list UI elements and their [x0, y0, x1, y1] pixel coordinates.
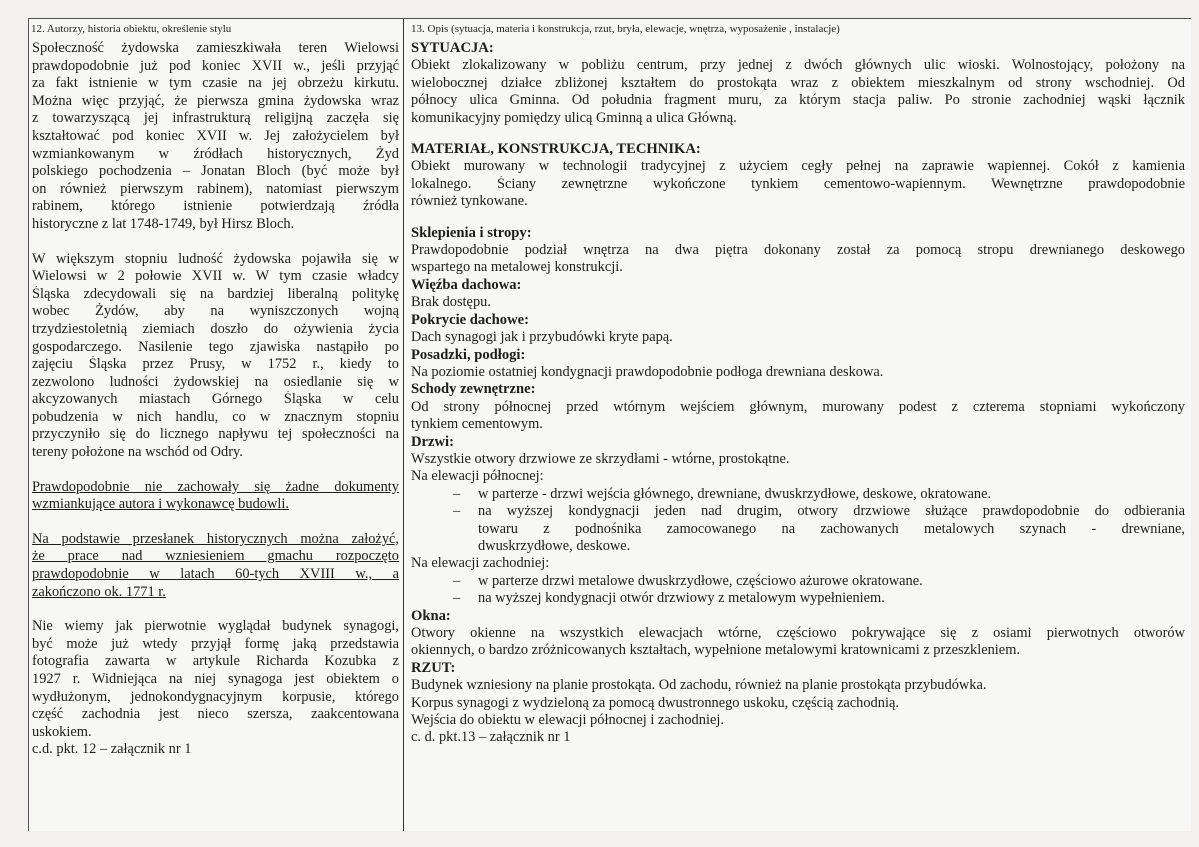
list-item	[411, 503, 1185, 555]
text-line: Od strony północnej przed wtórnym wejściem głównym, murowany podest z czterema stopniami wykończony	[411, 398, 1185, 415]
text-line: – w parterze - drzwi wejścia głównego, drewniane, dwuskrzydłowe, deskowe, okratowane.	[478, 485, 992, 502]
text-line: tynkiem cementowym.	[411, 416, 543, 433]
wiezba-text: Brak dostępu.	[411, 294, 491, 311]
text-line: wspartego na metalowej konstrukcji.	[411, 259, 623, 276]
drzwi-west-label: Na elewacji zachodniej:	[411, 555, 550, 572]
authors-note-paragraph	[32, 479, 399, 514]
section-12-continuation-note: c.d. pkt. 12 – załącznik nr 1	[32, 741, 192, 758]
list-item: – w parterze drzwi metalowe dwuskrzydłowe, częściowo ażurowe okratowane.	[411, 573, 1185, 590]
section-13-column	[405, 19, 1191, 831]
wiezba-heading: Więźba dachowa:	[411, 276, 522, 293]
text-line: zakończono ok. 1771 r.	[32, 583, 166, 600]
list-item	[411, 486, 1185, 503]
text-line: Wielowsi w 2 połowie XVII w. W tym czasie władcy	[32, 268, 399, 285]
text-line: Obiekt murowany w technologii tradycyjnej z użyciem cegły pełnej na zaprawie wapiennej. Cokół z kamienia	[411, 158, 1185, 175]
text-line: prawdopodobnie w latach 60-tych XVIII w., a	[32, 566, 399, 583]
text-line: tereny położone na wschód od Odry.	[32, 444, 243, 461]
sytuacja-heading: SYTUACJA:	[411, 40, 494, 56]
text-line: okiennych, o bardzo zróżnicowanych kształtach, wypełnione metalowymi kratownicami z przeszkleniem.	[411, 642, 1020, 659]
text-line: rabinem, którego istnienie potwierdzają źródła	[32, 198, 399, 215]
sklepienia-heading: Sklepienia i stropy:	[411, 224, 532, 241]
pokrycie-text: Dach synagogi jak i przybudówki kryte papą.	[411, 329, 673, 346]
text-line: wielobocznej działce zbliżonej kształtem do prostokąta wraz z obiektem mieszkalnym od strony wschodniej. Od	[411, 74, 1185, 91]
drzwi-heading: Drzwi:	[411, 433, 454, 450]
text-line: Można więc przyjąć, że pierwsza gmina żydowska wraz	[32, 92, 399, 109]
text-line: Śląska zdecydowali się na bardziej liberalną politykę	[32, 285, 399, 302]
text-line: akcyzowanych miastach Górnego Śląska w celu	[32, 391, 399, 408]
appearance-paragraph	[32, 618, 399, 741]
section-12-header: 12. Autorzy, historia obiektu, określenie stylu	[31, 23, 232, 35]
material-heading: MATERIAŁ, KONSTRUKCJA, TECHNIKA:	[411, 141, 701, 158]
text-line: wzmiankowanym w źródłach historycznych, Żyd	[32, 145, 399, 162]
text-line: polskiego pochodzenia – Jonatan Bloch (być może był	[32, 163, 399, 180]
text-line: że prace nad wzniesieniem gmachu rozpoczęto	[32, 548, 399, 565]
text-line: fotografia zawarta w artykule Richarda Kozubka z	[32, 653, 399, 670]
section-12-column	[29, 19, 404, 831]
text-line: za fakt istnienie w tym czasie na jej obrzeżu kirkutu.	[32, 75, 399, 92]
text-line: zajęciu Śląska przez Prusy, w 1752 r., kiedy to	[32, 356, 399, 373]
text-line: pobudzenia w nich handlu, co w znacznym stopniu	[32, 408, 399, 425]
text-line: towaru z podnośnika zamocowanego na zachowanych metalowych szynach - drewniane,	[478, 520, 1185, 537]
text-line: Otwory okienne na wszystkich elewacjach wtórne, częściowo pokrywające się z osiami pierwotnych otworów	[411, 625, 1185, 641]
section-13-continuation-note: c. d. pkt.13 – załącznik nr 1	[411, 729, 571, 746]
text-line: Obiekt zlokalizowany w pobliżu centrum, przy jednej z dwóch głównych ulic wioski. Wolnostojący, położony na	[411, 57, 1185, 74]
text-line: Społeczność żydowska zamieszkiwała teren Wielowsi	[32, 40, 399, 56]
text-line: Korpus synagogi z wydzieloną za pomocą dwustronnego uskoku, częścią zachodnią.	[411, 694, 899, 711]
construction-date-paragraph	[32, 531, 399, 601]
text-line: historyczne z lat 1748-1749, był Hirsz Bloch.	[32, 215, 295, 232]
history-paragraph-1	[32, 40, 399, 234]
text-line: być może już wtedy przyjął formę jaką przedstawia	[32, 635, 399, 652]
pokrycie-heading: Pokrycie dachowe:	[411, 311, 529, 328]
text-line: zezwolono ludności żydowskiej na osiedlanie się w	[32, 373, 399, 390]
list-item: – na wyższej kondygnacji otwór drzwiowy z metalowym wypełnieniem.	[411, 590, 1185, 607]
history-paragraph-2	[32, 251, 399, 462]
posadzki-heading: Posadzki, podłogi:	[411, 346, 526, 363]
text-line: przyczyniło się do licznego napływu tej społeczności na	[32, 426, 399, 443]
form-sheet	[28, 18, 1191, 831]
text-line: Nie wiemy jak pierwotnie wyglądał budynek synagogi,	[32, 618, 399, 635]
text-line: W większym stopniu ludność żydowska pojawiła się w	[32, 250, 399, 267]
text-line: trzydziestoletnią ziemiach doszło do ożywienia życia	[32, 320, 399, 337]
text-line: Prawdopodobnie podział wnętrza na dwa piętra dokonany został za pomocą stropu drewnianego deskowego	[411, 242, 1185, 259]
schody-text	[411, 399, 1185, 434]
drzwi-north-label: Na elewacji północnej:	[411, 468, 544, 485]
text-line: kształtować pod koniec XVII w. Jej założycielem był	[32, 127, 399, 144]
text-line: Na podstawie przesłanek historycznych można założyć,	[32, 530, 399, 547]
text-line: wobec Żydów, aby na wyniszczonych wojną	[32, 303, 399, 320]
text-line: również tynkowane.	[411, 193, 528, 210]
text-line: dwuskrzydłowe, deskowe.	[478, 537, 631, 554]
okna-heading: Okna:	[411, 607, 451, 624]
text-line: komunikacyjny pomiędzy ulicą Gminną a ulica Główną.	[411, 109, 737, 126]
rzut-text	[411, 677, 1185, 729]
posadzki-text: Na poziomie ostatniej kondygnacji prawdopodobnie podłoga drewniana deskowa.	[411, 363, 884, 380]
drzwi-west-list	[411, 573, 1185, 608]
text-line: gospodarczego. Nasilenie tego zjawiska nastąpiło po	[32, 338, 399, 355]
drzwi-text: Wszystkie otwory drzwiowe ze skrzydłami - wtórne, prostokątne.	[411, 450, 790, 467]
rzut-heading: RZUT:	[411, 659, 456, 676]
drzwi-north-list	[411, 486, 1185, 556]
text-line: część zachodnia jest nieco szersza, zaakcentowana	[32, 706, 399, 723]
okna-text	[411, 625, 1185, 660]
text-line: Prawdopodobnie nie zachowały się żadne dokumenty	[32, 478, 399, 495]
section-13-header: 13. Opis (sytuacja, materia i konstrukcja, rzut, bryła, elewacje, wnętrza, wyposażenie , instalacje)	[411, 23, 840, 35]
text-line: z towarzyszącą jej infrastrukturą religijną zaczęła się	[32, 110, 399, 127]
text-line: on również pierwszym rabinem), natomiast pierwszym	[32, 180, 399, 197]
schody-heading: Schody zewnętrzne:	[411, 381, 536, 398]
text-line: wydłużonym, jednokondygnacyjnym korpusie, którego	[32, 688, 399, 705]
text-line: lokalnego. Ściany zewnętrzne wykończone tynkiem cementowo-wapiennym. Wewnętrzne prawdopodobnie	[411, 175, 1185, 192]
text-line: prawdopodobnie już pod koniec XVII w., jeśli przyjąć	[32, 57, 399, 74]
text-line: – na wyższej kondygnacji jeden nad drugim, otwory drzwiowe służące prawdopodobnie do odbierania	[478, 503, 1185, 520]
sklepienia-text	[411, 242, 1185, 277]
text-line: północy ulica Gminna. Od południa fragment muru, za którym stacja paliw. Po stronie zachodniej wąski łącznik	[411, 92, 1185, 109]
text-line: Wejścia do obiektu w elewacji północnej i zachodniej.	[411, 712, 724, 729]
text-line: uskokiem.	[32, 723, 92, 740]
sytuacja-text	[411, 57, 1185, 127]
text-line: 1927 r. Widniejąca na niej synagoga jest obiektem o	[32, 671, 399, 687]
text-line: wzmiankujące autora i wykonawcę budowli.	[32, 496, 289, 513]
material-text	[411, 158, 1185, 210]
text-line: Budynek wzniesiony na planie prostokąta. Od zachodu, również na planie prostokąta przybudówka.	[411, 677, 987, 694]
